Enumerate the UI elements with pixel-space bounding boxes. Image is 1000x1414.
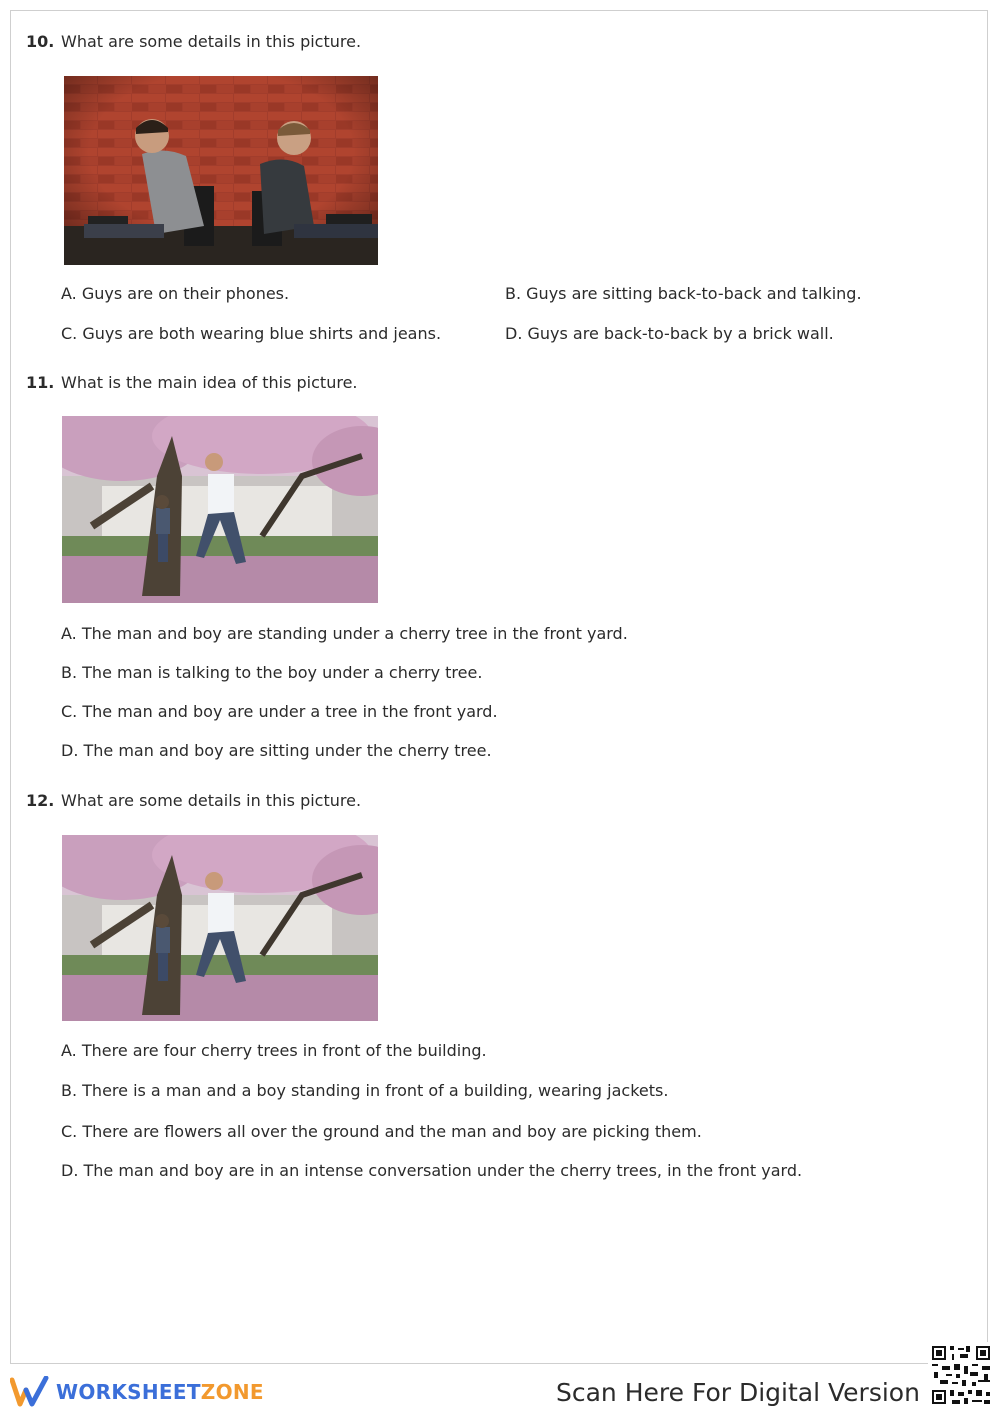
question-text: What are some details in this picture. (61, 32, 362, 51)
option-12-b[interactable]: B. There is a man and a boy standing in front of a building, wearing jackets. (61, 1081, 669, 1100)
question-10 (26, 32, 361, 51)
logo-w-icon (10, 1376, 50, 1408)
question-number: 10. (26, 32, 55, 51)
question-number: 11. (26, 373, 55, 392)
question-11 (26, 373, 358, 392)
question-number: 12. (26, 791, 55, 810)
option-10-b[interactable]: B. Guys are sitting back-to-back and talking. (505, 284, 862, 303)
option-12-d[interactable]: D. The man and boy are in an intense conversation under the cherry trees, in the front yard. (61, 1161, 803, 1180)
logo-text-zone: ZONE (200, 1380, 264, 1404)
qr-code-icon[interactable] (928, 1342, 994, 1408)
option-10-a[interactable]: A. Guys are on their phones. (61, 284, 290, 303)
question-12 (26, 791, 361, 810)
option-10-c[interactable]: C. Guys are both wearing blue shirts and jeans. (61, 324, 442, 343)
question-text: What are some details in this picture. (61, 791, 362, 810)
option-11-c[interactable]: C. The man and boy are under a tree in the front yard. (61, 702, 498, 721)
worksheetzone-logo[interactable] (10, 1376, 264, 1408)
option-12-a[interactable]: A. There are four cherry trees in front of the building. (61, 1041, 487, 1060)
picture-cherry-trees-man-boy (62, 835, 378, 1021)
option-12-c[interactable]: C. There are flowers all over the ground and the man and boy are picking them. (61, 1122, 702, 1141)
option-11-a[interactable]: A. The man and boy are standing under a cherry tree in the front yard. (61, 624, 628, 643)
option-11-d[interactable]: D. The man and boy are sitting under the cherry tree. (61, 741, 492, 760)
option-11-b[interactable]: B. The man is talking to the boy under a cherry tree. (61, 663, 483, 682)
picture-cherry-trees-man-boy (62, 416, 378, 603)
option-10-d[interactable]: D. Guys are back-to-back by a brick wall. (505, 324, 834, 343)
scan-instruction: Scan Here For Digital Version (556, 1378, 920, 1407)
question-text: What is the main idea of this picture. (61, 373, 358, 392)
picture-brick-wall-guys (64, 76, 378, 265)
logo-text-worksheet: WORKSHEET (56, 1380, 201, 1404)
